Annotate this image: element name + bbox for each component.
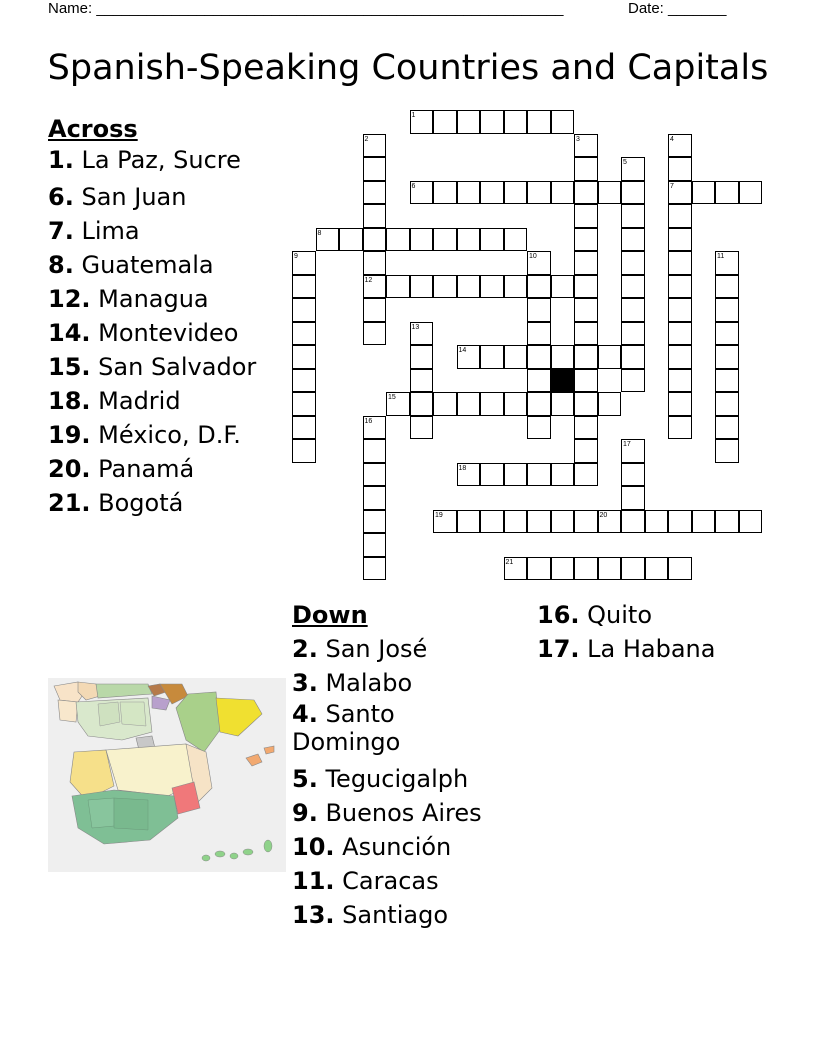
crossword-cell[interactable] bbox=[551, 181, 575, 205]
cell-number: 4 bbox=[670, 135, 674, 143]
crossword-cell[interactable] bbox=[715, 416, 739, 440]
clue-down-11: 11. Caracas bbox=[292, 867, 439, 895]
crossword-cell[interactable] bbox=[715, 369, 739, 393]
crossword-cell[interactable] bbox=[410, 275, 434, 299]
crossword-cell[interactable] bbox=[386, 275, 410, 299]
crossword-cell[interactable] bbox=[715, 345, 739, 369]
crossword-cell[interactable] bbox=[692, 181, 716, 205]
crossword-cell[interactable] bbox=[668, 228, 692, 252]
crossword-cell[interactable] bbox=[574, 369, 598, 393]
crossword-cell[interactable] bbox=[551, 110, 575, 134]
crossword-cell[interactable] bbox=[504, 181, 528, 205]
cell-number: 9 bbox=[294, 253, 298, 260]
crossword-cell[interactable] bbox=[363, 181, 387, 205]
crossword-cell[interactable] bbox=[363, 157, 387, 181]
clue-across-8: 8. Guatemala bbox=[48, 251, 214, 279]
crossword-cell[interactable] bbox=[363, 204, 387, 228]
crossword-cell[interactable] bbox=[668, 275, 692, 299]
crossword-cell[interactable] bbox=[715, 510, 739, 534]
cell-number: 5 bbox=[623, 159, 627, 166]
clue-down-3: 3. Malabo bbox=[292, 669, 413, 697]
cell-number: 7 bbox=[670, 182, 674, 190]
crossword-cell[interactable] bbox=[551, 392, 575, 416]
across-clues bbox=[48, 112, 278, 520]
down-heading: Down bbox=[292, 601, 368, 629]
clue-across-18: 18. Madrid bbox=[48, 387, 181, 415]
crossword-cell[interactable] bbox=[457, 275, 481, 299]
crossword-cell[interactable] bbox=[668, 510, 692, 534]
crossword-cell[interactable] bbox=[739, 510, 763, 534]
crossword-cell[interactable] bbox=[433, 181, 457, 205]
crossword-cell[interactable] bbox=[574, 322, 598, 346]
crossword-cell[interactable] bbox=[527, 369, 551, 393]
worksheet-header bbox=[0, 0, 816, 22]
crossword-cell[interactable] bbox=[527, 181, 551, 205]
crossword-cell[interactable] bbox=[363, 557, 387, 581]
clue-down-17: 17. La Habana bbox=[537, 635, 716, 663]
crossword-cell[interactable] bbox=[598, 392, 622, 416]
crossword-cell[interactable] bbox=[574, 439, 598, 463]
crossword-cell[interactable] bbox=[410, 392, 434, 416]
page-title: Spanish-Speaking Countries and Capitals bbox=[47, 48, 769, 88]
crossword-cell[interactable] bbox=[363, 463, 387, 487]
crossword-cell[interactable] bbox=[574, 557, 598, 581]
cell-number: 21 bbox=[505, 558, 514, 566]
crossword-cell[interactable] bbox=[363, 439, 387, 463]
clue-across-1: 1. La Paz, Sucre bbox=[48, 146, 241, 174]
crossword-cell[interactable] bbox=[621, 486, 645, 510]
name-field-label: Name: ________________________________________________________ bbox=[48, 0, 564, 17]
crossword-cell[interactable] bbox=[645, 510, 669, 534]
crossword-cell[interactable] bbox=[574, 157, 598, 181]
crossword-cell[interactable] bbox=[551, 510, 575, 534]
cell-number: 6 bbox=[411, 182, 416, 190]
crossword-cell[interactable] bbox=[668, 157, 692, 181]
crossword-cell[interactable] bbox=[574, 463, 598, 487]
crossword-cell[interactable] bbox=[668, 345, 692, 369]
crossword-cell[interactable] bbox=[621, 251, 645, 275]
crossword-cell[interactable] bbox=[715, 439, 739, 463]
cell-number: 16 bbox=[364, 417, 373, 425]
crossword-cell[interactable] bbox=[574, 181, 598, 205]
crossword-cell[interactable] bbox=[363, 322, 387, 346]
crossword-cell[interactable] bbox=[480, 275, 504, 299]
crossword-cell[interactable] bbox=[692, 510, 716, 534]
crossword-cell[interactable] bbox=[715, 298, 739, 322]
crossword-cell[interactable] bbox=[715, 181, 739, 205]
crossword-cell[interactable] bbox=[363, 533, 387, 557]
crossword-cell[interactable] bbox=[574, 275, 598, 299]
clue-down-9: 9. Buenos Aires bbox=[292, 799, 482, 827]
clue-across-21: 21. Bogotá bbox=[48, 489, 184, 517]
crossword-cell[interactable] bbox=[504, 275, 528, 299]
crossword-cell[interactable] bbox=[292, 345, 316, 369]
clue-down-10: 10. Asunción bbox=[292, 833, 452, 861]
crossword-cell[interactable] bbox=[504, 392, 528, 416]
crossword-cell[interactable] bbox=[621, 557, 645, 581]
crossword-cell[interactable] bbox=[574, 228, 598, 252]
crossword-cell[interactable] bbox=[480, 392, 504, 416]
crossword-cell[interactable] bbox=[504, 110, 528, 134]
cell-number: 12 bbox=[364, 276, 373, 284]
crossword-cell[interactable] bbox=[551, 275, 575, 299]
crossword-cell[interactable] bbox=[433, 228, 457, 252]
crossword-cell[interactable] bbox=[504, 463, 528, 487]
crossword-cell[interactable] bbox=[292, 298, 316, 322]
crossword-cell[interactable] bbox=[457, 181, 481, 205]
cell-number: 10 bbox=[529, 253, 537, 260]
crossword-cell[interactable] bbox=[668, 298, 692, 322]
crossword-cell[interactable] bbox=[668, 392, 692, 416]
clue-down-13: 13. Santiago bbox=[292, 901, 449, 929]
clue-down-4: 4. Santo Domingo bbox=[292, 700, 401, 756]
crossword-cell[interactable] bbox=[504, 228, 528, 252]
crossword-cell[interactable] bbox=[527, 416, 551, 440]
crossword-cell[interactable] bbox=[574, 345, 598, 369]
crossword-cell[interactable] bbox=[480, 181, 504, 205]
crossword-cell[interactable] bbox=[386, 228, 410, 252]
crossword-cell[interactable] bbox=[668, 251, 692, 275]
crossword-cell[interactable] bbox=[433, 275, 457, 299]
clue-across-6: 6. San Juan bbox=[48, 183, 187, 211]
crossword-cell[interactable] bbox=[668, 204, 692, 228]
crossword-cell[interactable] bbox=[527, 463, 551, 487]
crossword-cell[interactable] bbox=[292, 322, 316, 346]
crossword-cell[interactable] bbox=[527, 510, 551, 534]
cell-number: 11 bbox=[717, 253, 725, 260]
crossword-cell[interactable] bbox=[527, 392, 551, 416]
crossword-cell[interactable] bbox=[621, 228, 645, 252]
crossword-cell[interactable] bbox=[668, 369, 692, 393]
cell-number: 17 bbox=[623, 441, 631, 448]
crossword-cell[interactable] bbox=[457, 110, 481, 134]
crossword-cell[interactable] bbox=[410, 369, 434, 393]
cell-number: 19 bbox=[435, 511, 443, 519]
clue-across-20: 20. Panamá bbox=[48, 455, 195, 483]
crossword-cell[interactable] bbox=[480, 345, 504, 369]
crossword-cell[interactable] bbox=[645, 557, 669, 581]
cell-number: 2 bbox=[364, 135, 369, 143]
clue-down-5: 5. Tegucigalph bbox=[292, 765, 469, 793]
clue-across-14: 14. Montevideo bbox=[48, 319, 239, 347]
crossword-cell[interactable] bbox=[574, 392, 598, 416]
date-field-label: Date: _______ bbox=[628, 0, 727, 17]
crossword-cell[interactable] bbox=[480, 110, 504, 134]
cell-number: 20 bbox=[599, 511, 608, 519]
crossword-cell[interactable] bbox=[621, 181, 645, 205]
down-clues bbox=[292, 598, 522, 932]
crossword-cell[interactable] bbox=[527, 110, 551, 134]
cell-number: 14 bbox=[458, 347, 467, 354]
crossword-cell[interactable] bbox=[574, 251, 598, 275]
clue-across-15: 15. San Salvador bbox=[48, 353, 257, 381]
crossword-cell[interactable] bbox=[504, 345, 528, 369]
crossword-cell[interactable] bbox=[457, 228, 481, 252]
crossword-cell[interactable] bbox=[668, 557, 692, 581]
crossword-cell[interactable] bbox=[574, 204, 598, 228]
cell-number: 18 bbox=[458, 464, 467, 472]
clue-across-12: 12. Managua bbox=[48, 285, 209, 313]
crossword-cell[interactable] bbox=[363, 486, 387, 510]
cell-number: 3 bbox=[576, 135, 580, 143]
crossword-cell[interactable] bbox=[621, 298, 645, 322]
crossword-cell[interactable] bbox=[504, 510, 528, 534]
cell-number: 13 bbox=[411, 323, 420, 331]
clue-down-2: 2. San José bbox=[292, 635, 428, 663]
crossword-cell[interactable] bbox=[457, 392, 481, 416]
crossword-cell[interactable] bbox=[480, 228, 504, 252]
crossword-cell[interactable] bbox=[621, 204, 645, 228]
crossword-cell[interactable] bbox=[292, 275, 316, 299]
crossword-cell[interactable] bbox=[551, 463, 575, 487]
crossword-cell[interactable] bbox=[292, 392, 316, 416]
crossword-cell[interactable] bbox=[668, 322, 692, 346]
crossword-cell[interactable] bbox=[621, 345, 645, 369]
crossword-cell[interactable] bbox=[668, 416, 692, 440]
crossword-cell[interactable] bbox=[621, 463, 645, 487]
crossword-cell[interactable] bbox=[480, 510, 504, 534]
crossword-cell[interactable] bbox=[410, 416, 434, 440]
across-heading: Across bbox=[48, 115, 138, 143]
crossword-cell[interactable] bbox=[457, 510, 481, 534]
clue-across-19: 19. México, D.F. bbox=[48, 421, 241, 449]
cell-number: 15 bbox=[388, 394, 396, 401]
crossword-cell[interactable] bbox=[621, 275, 645, 299]
cell-number: 1 bbox=[411, 112, 416, 119]
clue-down-16: 16. Quito bbox=[537, 601, 653, 629]
crossword-cell[interactable] bbox=[715, 275, 739, 299]
crossword-cell[interactable] bbox=[574, 416, 598, 440]
crossword-cell[interactable] bbox=[715, 322, 739, 346]
crossword-cell[interactable] bbox=[410, 228, 434, 252]
crossword-cell[interactable] bbox=[292, 439, 316, 463]
crossword-cell[interactable] bbox=[527, 557, 551, 581]
crossword-cell[interactable] bbox=[621, 369, 645, 393]
crossword-cell[interactable] bbox=[527, 345, 551, 369]
down-clues-continued bbox=[537, 598, 767, 666]
crossword-cell[interactable] bbox=[363, 228, 387, 252]
cell-number: 8 bbox=[317, 229, 322, 237]
crossword-cell[interactable] bbox=[410, 345, 434, 369]
crossword-cell[interactable] bbox=[292, 416, 316, 440]
crossword-cell[interactable] bbox=[621, 510, 645, 534]
crossword-cell[interactable] bbox=[621, 322, 645, 346]
clue-across-7: 7. Lima bbox=[48, 217, 140, 245]
crossword-cell[interactable] bbox=[551, 345, 575, 369]
crossword-cell[interactable] bbox=[292, 369, 316, 393]
crossword-cell[interactable] bbox=[574, 298, 598, 322]
crossword-cell[interactable] bbox=[527, 322, 551, 346]
crossword-cell[interactable] bbox=[339, 228, 363, 252]
crossword-cell[interactable] bbox=[527, 275, 551, 299]
crossword-cell[interactable] bbox=[598, 345, 622, 369]
crossword-cell[interactable] bbox=[527, 298, 551, 322]
crossword-cell[interactable] bbox=[598, 181, 622, 205]
crossword-cell[interactable] bbox=[574, 510, 598, 534]
crossword-cell[interactable] bbox=[363, 298, 387, 322]
crossword-cell[interactable] bbox=[363, 510, 387, 534]
crossword-cell[interactable] bbox=[739, 181, 763, 205]
crossword-cell[interactable] bbox=[480, 463, 504, 487]
crossword-cell[interactable] bbox=[551, 557, 575, 581]
spain-regions-map-image bbox=[48, 678, 286, 872]
crossword-black-cell bbox=[551, 369, 575, 393]
crossword-cell[interactable] bbox=[433, 392, 457, 416]
crossword-cell[interactable] bbox=[363, 251, 387, 275]
crossword-cell[interactable] bbox=[715, 392, 739, 416]
crossword-cell[interactable] bbox=[598, 557, 622, 581]
crossword-cell[interactable] bbox=[433, 110, 457, 134]
